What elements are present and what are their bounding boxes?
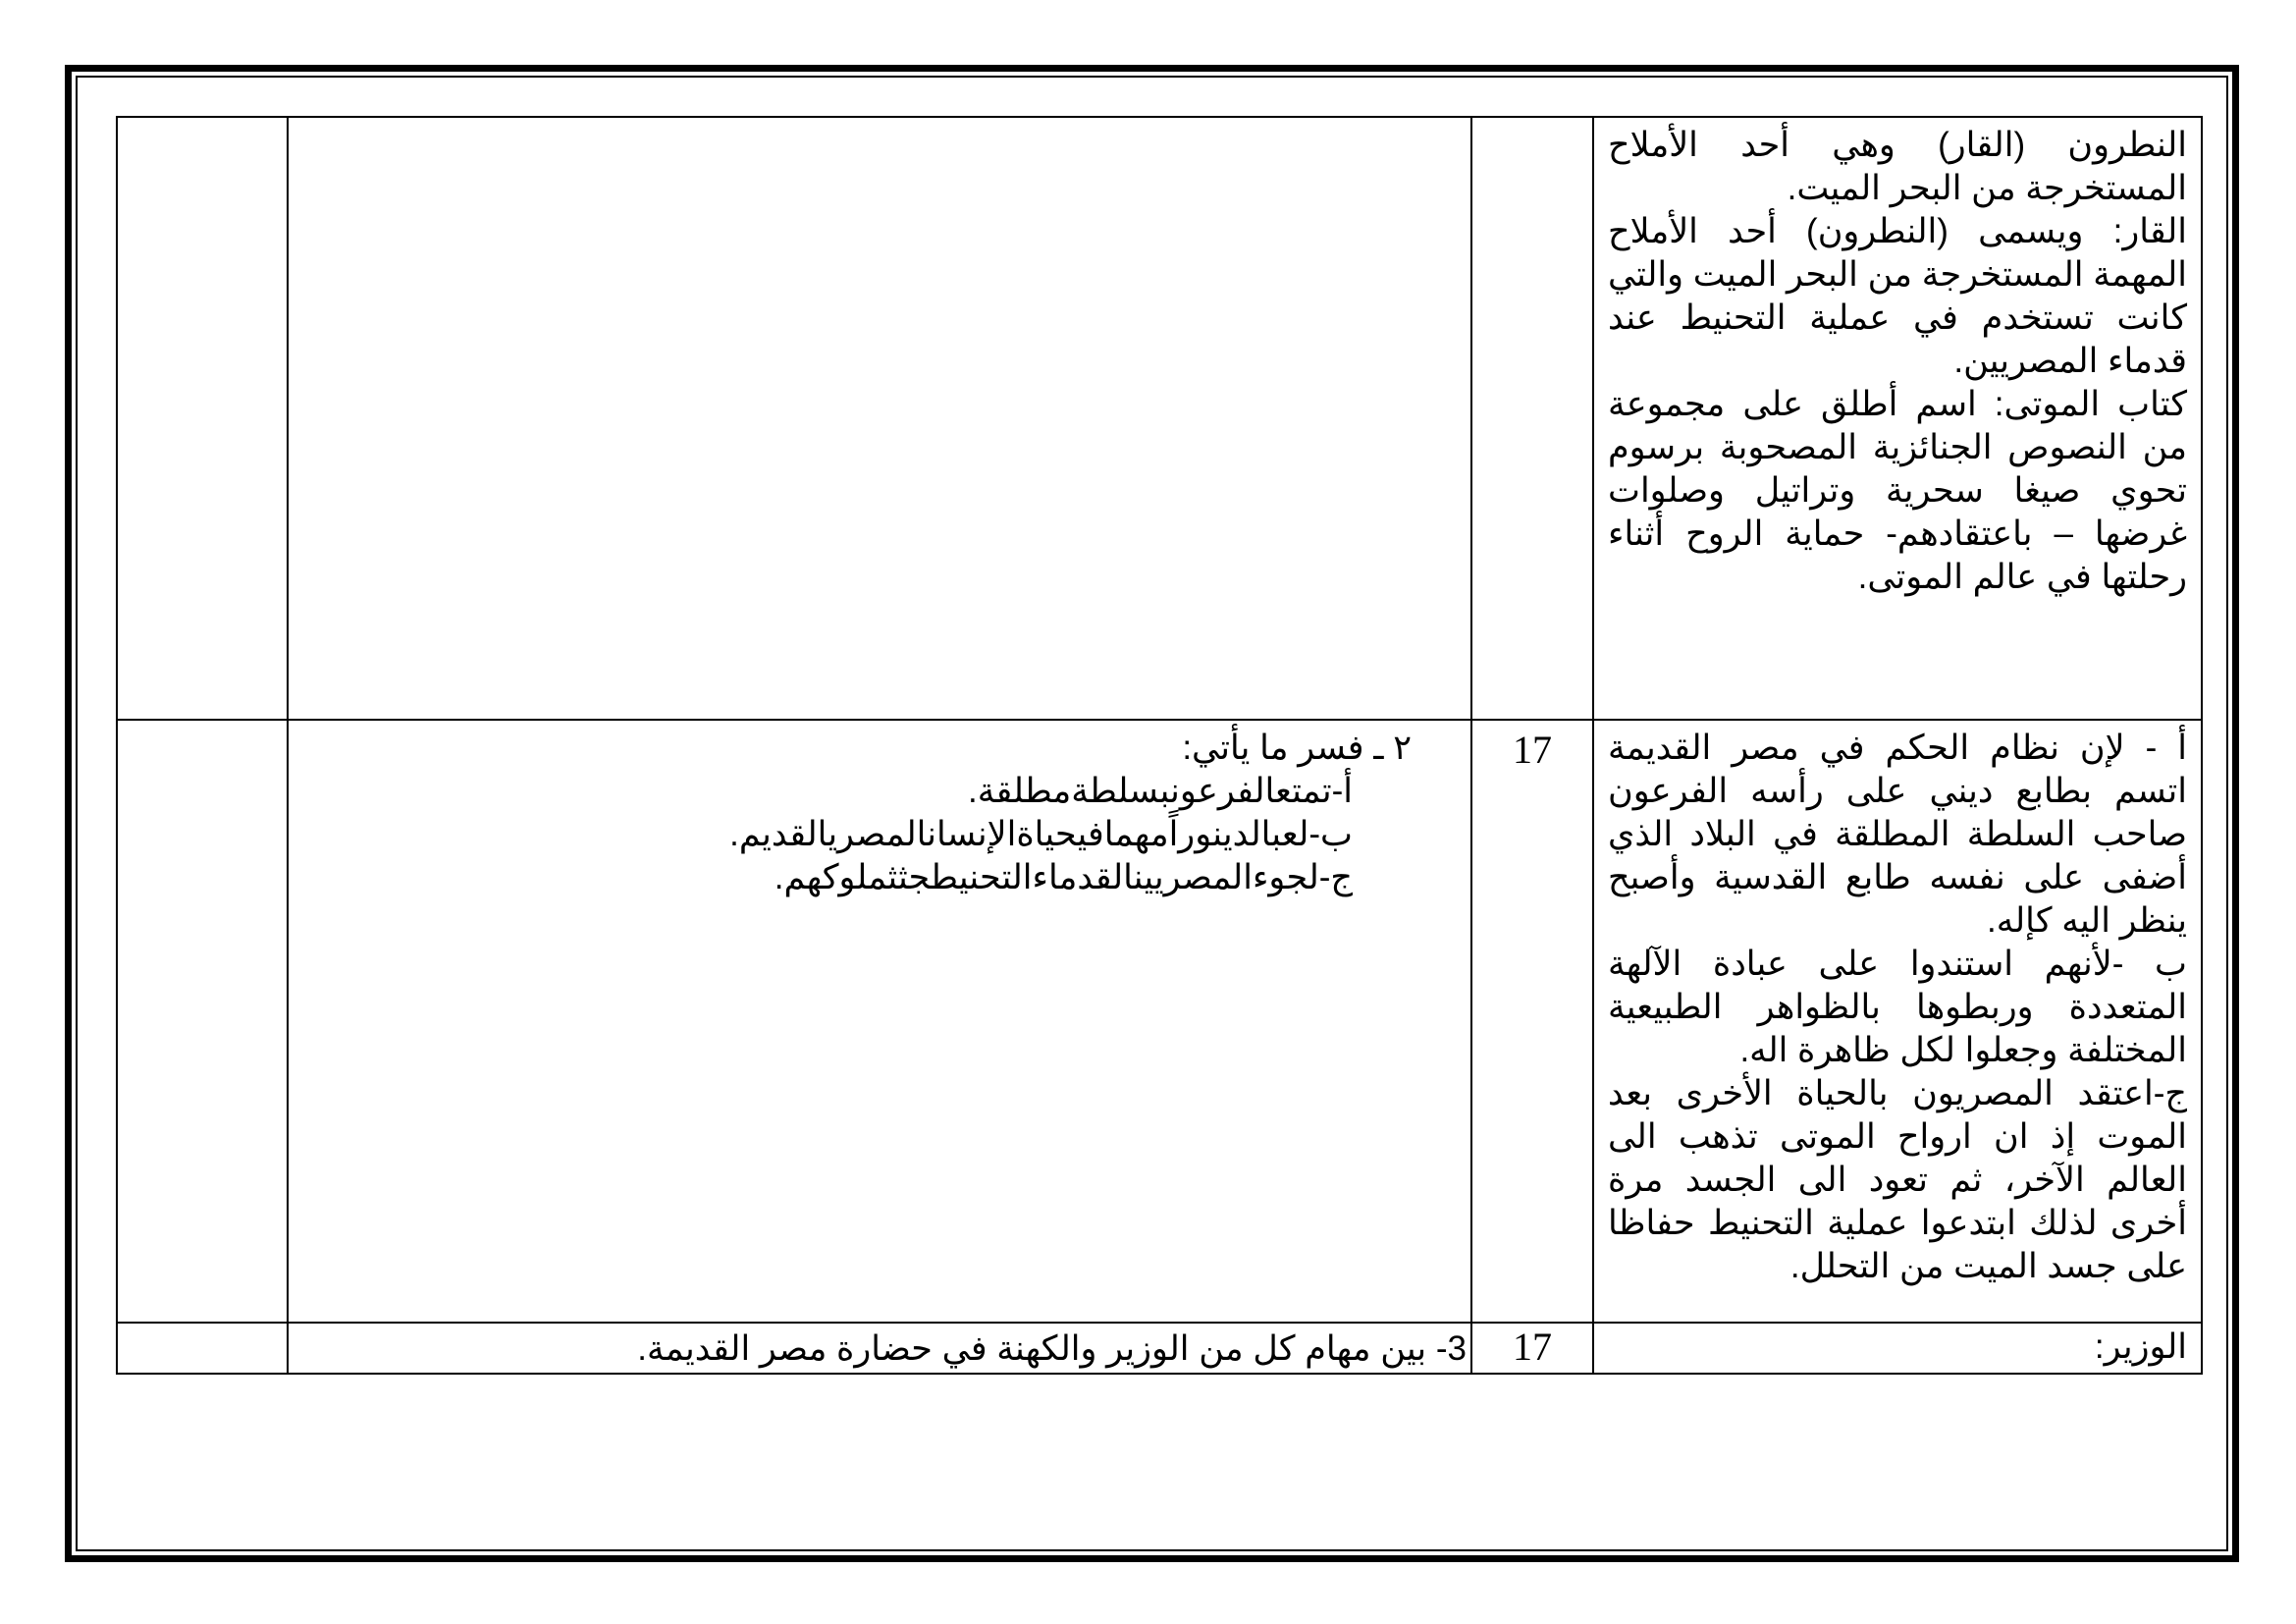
answer-cell: [1593, 117, 2202, 720]
question-title: 3- بين مهام كل من الوزير والكهنة في حضارة مصر القديمة.: [637, 1329, 1467, 1368]
blank-cell: [117, 1323, 288, 1374]
question-title: ٢ ـ فسر ما يأتي:: [1182, 729, 1412, 767]
page-number: 17: [1513, 1325, 1552, 1369]
answer-line: كتاب الموتى: اسم أطلق على مجموعة من النصوص الجنائزية المصحوبة برسوم تحوي صيغا سحرية وتراتيل وصلوات غرضها – باعتقادهم- حماية الروح أثناء رحلتها في عالم الموتى.: [1608, 385, 2187, 596]
question-cell: [288, 117, 1471, 720]
question-cell: [288, 1323, 1471, 1374]
answer-line: الوزير:: [2094, 1327, 2187, 1366]
blank-cell: [117, 720, 288, 1323]
answer-line: ج-اعتقد المصريون بالحياة الأخرى بعد الموت إذ ان ارواح الموتى تذهب الى العالم الآخر، ثم تعود الى الجسد مرة أخرى لذلك ابتدعوا عملية التحنيط حفاظا على جسد الميت من التحلل.: [1608, 1074, 2187, 1285]
page-cell: [1471, 117, 1593, 720]
answer-line: ب -لأنهم استندوا على عبادة الآلهة المتعددة وربطوها بالظواهر الطبيعية المختلفة وجعلوا لكل ظاهرة اله.: [1608, 945, 2187, 1069]
table-row: [117, 720, 2202, 1323]
answer-cell: [1593, 720, 2202, 1323]
page-number: 17: [1513, 728, 1552, 772]
question-item: ج-لجوءالمصريينالقدماءالتحنيطجثثملوكهم.: [774, 858, 1353, 896]
answer-table: [116, 116, 2203, 1375]
answer-line: النطرون (القار) وهي أحد الأملاح المستخرجة من البحر الميت.: [1608, 126, 2187, 207]
answer-line: أ - لإن نظام الحكم في مصر القديمة اتسم بطابع ديني على رأسه الفرعون صاحب السلطة المطلقة في البلاد الذي أضفى على نفسه طابع القدسية وأصبح ينظر اليه كإله.: [1608, 729, 2187, 940]
answer-cell: [1593, 1323, 2202, 1374]
question-item: أ-تمتعالفرعونبسلطةمطلقة.: [968, 772, 1353, 810]
page-cell: [1471, 720, 1593, 1323]
question-item: ب-لعبالدينوراًمهمافيحياةالإنسانالمصريالقديم.: [729, 815, 1353, 853]
table-row: [117, 117, 2202, 720]
page-number: [1472, 118, 1592, 126]
page-cell: [1471, 1323, 1593, 1374]
table-row: [117, 1323, 2202, 1374]
blank-cell: [117, 117, 288, 720]
answer-line: القار: ويسمى (النطرون) أحد الأملاح المهمة المستخرجة من البحر الميت والتي كانت تستخدم في عملية التحنيط عند قدماء المصريين.: [1608, 212, 2187, 380]
question-cell: [288, 720, 1471, 1323]
